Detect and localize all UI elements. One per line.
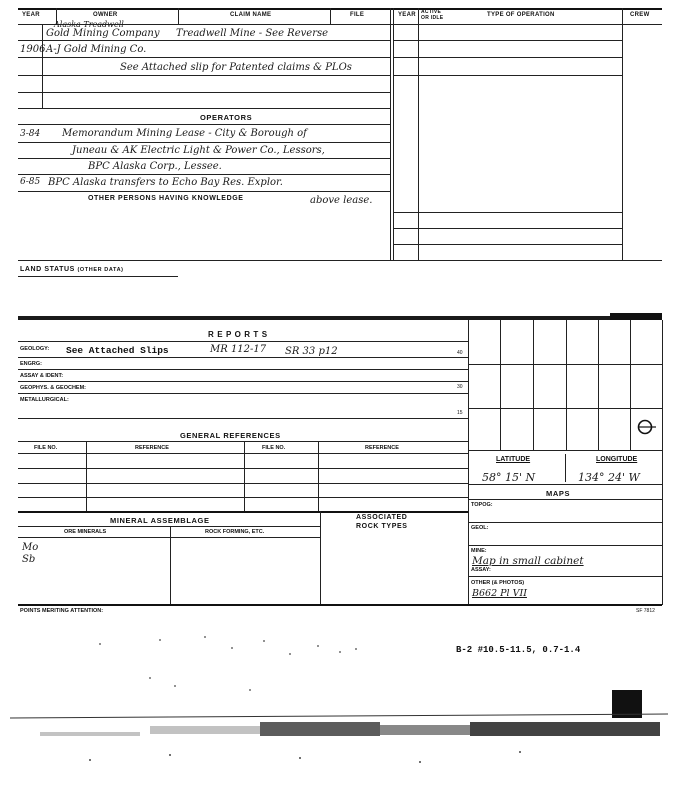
header-claim-name: CLAIM NAME: [230, 12, 272, 18]
op-row-line: [393, 228, 622, 229]
owner-claim-1: Treadwell Mine - See Reverse: [176, 28, 329, 39]
ma-col-sep: [320, 511, 321, 605]
land-status-label: [20, 266, 124, 273]
col-sep: [178, 8, 179, 24]
col-ore-minerals: ORE MINERALS: [64, 529, 107, 535]
header-year-2: YEAR: [398, 12, 416, 18]
header-or-idle: OR IDLE: [421, 15, 444, 21]
col-sep-main-double: [393, 8, 394, 260]
grid-vline: [598, 320, 599, 450]
op-row-line: [393, 57, 622, 58]
engrg-label: ENGRG:: [20, 361, 42, 367]
owner-line-3: See Attached slip for Patented claims & PLOs: [120, 62, 352, 73]
operator-entry-1-line-3: BPC Alaska Corp., Lessee.: [88, 161, 222, 172]
longitude-value: 134° 24' W: [578, 471, 640, 484]
owner-prefix: Alaska Treadwell: [54, 20, 124, 29]
rock-types-label: ROCK TYPES: [356, 523, 408, 530]
grid-hline: [468, 450, 662, 451]
header-crew: CREW: [630, 12, 650, 18]
header-file: FILE: [350, 12, 365, 18]
gr-col-sep: [86, 441, 87, 511]
op-row-line: [393, 244, 622, 245]
metallurgical-label: METALLURGICAL:: [20, 397, 69, 403]
points-meriting-attention-label: POINTS MERITING ATTENTION:: [20, 608, 104, 614]
grid-hline: [468, 408, 662, 409]
row-line: [18, 174, 390, 175]
gr-col-sep: [244, 441, 245, 511]
gr-col-file-no: FILE NO.: [34, 445, 58, 451]
latitude-label: LATITUDE: [496, 456, 531, 463]
mine-map-value: Map in small cabinet: [472, 555, 584, 567]
row-line: [468, 522, 662, 523]
operators-header: OPERATORS: [200, 113, 253, 122]
grid-vline: [500, 320, 501, 450]
right-block-separator: [468, 320, 469, 605]
footer-code: B-2 #10.5-11.5, 0.7-1.4: [456, 645, 581, 655]
geology-hand-2: SR 33 p12: [285, 346, 338, 357]
row-line: [18, 511, 468, 513]
operator-entry-2-after: above lease.: [310, 195, 373, 206]
latitude-value: 58° 15' N: [482, 471, 536, 484]
col-sep-main: [390, 8, 391, 260]
op-row-line: [393, 40, 622, 41]
maps-assay-label: ASSAY:: [471, 567, 491, 573]
gr-col-sep: [318, 441, 319, 511]
maps-header-line: [468, 499, 662, 500]
general-references-header: GENERAL REFERENCES: [180, 431, 281, 440]
row-line: [18, 357, 468, 358]
gr-col-reference: REFERENCE: [135, 445, 169, 451]
row-line: [18, 393, 468, 394]
latlong-bottom: [468, 484, 662, 485]
scan-speckles: [0, 620, 678, 700]
land-status-underline: [18, 276, 178, 277]
row-line: [18, 369, 468, 370]
land-status-sub: (OTHER DATA): [77, 267, 124, 273]
header-active: ACTIVE: [421, 9, 442, 15]
grid-vline: [533, 320, 534, 450]
top-border: [18, 8, 662, 10]
row-line: [468, 545, 662, 546]
reports-header: R E P O R T S: [208, 330, 268, 339]
geology-label: GEOLOGY:: [20, 346, 50, 352]
owner-line-2: A-J Gold Mining Co.: [46, 44, 147, 55]
operator-year-2: 6-85: [20, 177, 41, 187]
reports-header-line: [18, 341, 468, 342]
header-year: YEAR: [22, 12, 40, 18]
other-photos-value: B662 Pl VII: [472, 588, 527, 599]
margin-mark-30: 30: [457, 384, 463, 390]
form-number: SF 7812: [636, 608, 655, 614]
other-photos-label: OTHER (& PHOTOS): [471, 580, 525, 586]
row-line: [18, 108, 390, 109]
bottom-form-line: [18, 604, 662, 606]
row-line: [18, 158, 390, 159]
owner-line-1: Gold Mining Company: [46, 28, 160, 39]
geology-value: See Attached Slips: [66, 345, 169, 356]
mineral-assemblage-header: MINERAL ASSEMBLAGE: [110, 516, 210, 525]
row-line: [18, 40, 390, 41]
mine-label: MINE:: [471, 548, 487, 554]
geol-label: GEOL:: [471, 525, 489, 531]
top-section-bottom: [18, 260, 662, 261]
row-line: [18, 142, 390, 143]
col-rock-forming: ROCK FORMING, ETC.: [205, 529, 265, 535]
latlong-sep: [565, 454, 566, 482]
row-line: [18, 124, 390, 125]
gr-col-reference-2: REFERENCE: [365, 445, 399, 451]
owner-year-2: 1906: [20, 44, 46, 55]
ma-col-sep: [170, 526, 171, 605]
associated-label: ASSOCIATED: [356, 514, 408, 521]
row-line: [18, 75, 390, 76]
row-line: [18, 57, 390, 58]
ore-mineral-1: Mo: [22, 542, 39, 553]
scan-noise-band: [0, 700, 678, 770]
year-col-line: [42, 24, 43, 109]
assay-ident-label: ASSAY & IDENT:: [20, 373, 64, 379]
maps-header: MAPS: [546, 489, 571, 498]
right-block-border: [662, 320, 663, 605]
margin-mark-15: 15: [457, 410, 463, 416]
row-line: [18, 526, 320, 527]
row-line: [18, 191, 390, 192]
topog-label: TOPOG:: [471, 502, 493, 508]
geophys-label: GEOPHYS. & GEOCHEM:: [20, 385, 87, 391]
operator-entry-1-line-1: Memorandum Mining Lease - City & Borough of: [62, 128, 307, 139]
gr-col-file-no-2: FILE NO.: [262, 445, 286, 451]
geology-hand-1: MR 112-17: [210, 344, 267, 355]
grid-hline: [468, 364, 662, 365]
operator-year-1: 3-84: [20, 129, 41, 139]
row-line: [18, 418, 468, 419]
grid-vline: [630, 320, 631, 450]
operator-entry-1-line-2: Juneau & AK Electric Light & Power Co., Lessors,: [72, 145, 325, 156]
location-target-icon: [637, 418, 657, 438]
header-owner: OWNER: [93, 12, 118, 18]
col-sep: [330, 8, 331, 24]
reports-corner-mark: [610, 313, 662, 320]
col-sep: [418, 8, 419, 260]
row-line: [18, 537, 320, 538]
longitude-label: LONGITUDE: [596, 456, 638, 463]
row-line: [18, 381, 468, 382]
col-sep: [622, 8, 623, 260]
other-persons-header: OTHER PERSONS HAVING KNOWLEDGE: [88, 195, 244, 202]
grid-vline: [566, 320, 567, 450]
row-line: [468, 576, 662, 577]
margin-mark-40: 40: [457, 350, 463, 356]
row-line: [18, 92, 390, 93]
op-row-line: [393, 75, 622, 76]
land-status-title: LAND STATUS: [20, 266, 75, 273]
header-type-of-operation: TYPE OF OPERATION: [487, 12, 555, 18]
ore-mineral-2: Sb: [22, 554, 36, 565]
op-row-line: [393, 212, 622, 213]
operator-entry-2-line-1: BPC Alaska transfers to Echo Bay Res. Explor.: [48, 177, 283, 188]
